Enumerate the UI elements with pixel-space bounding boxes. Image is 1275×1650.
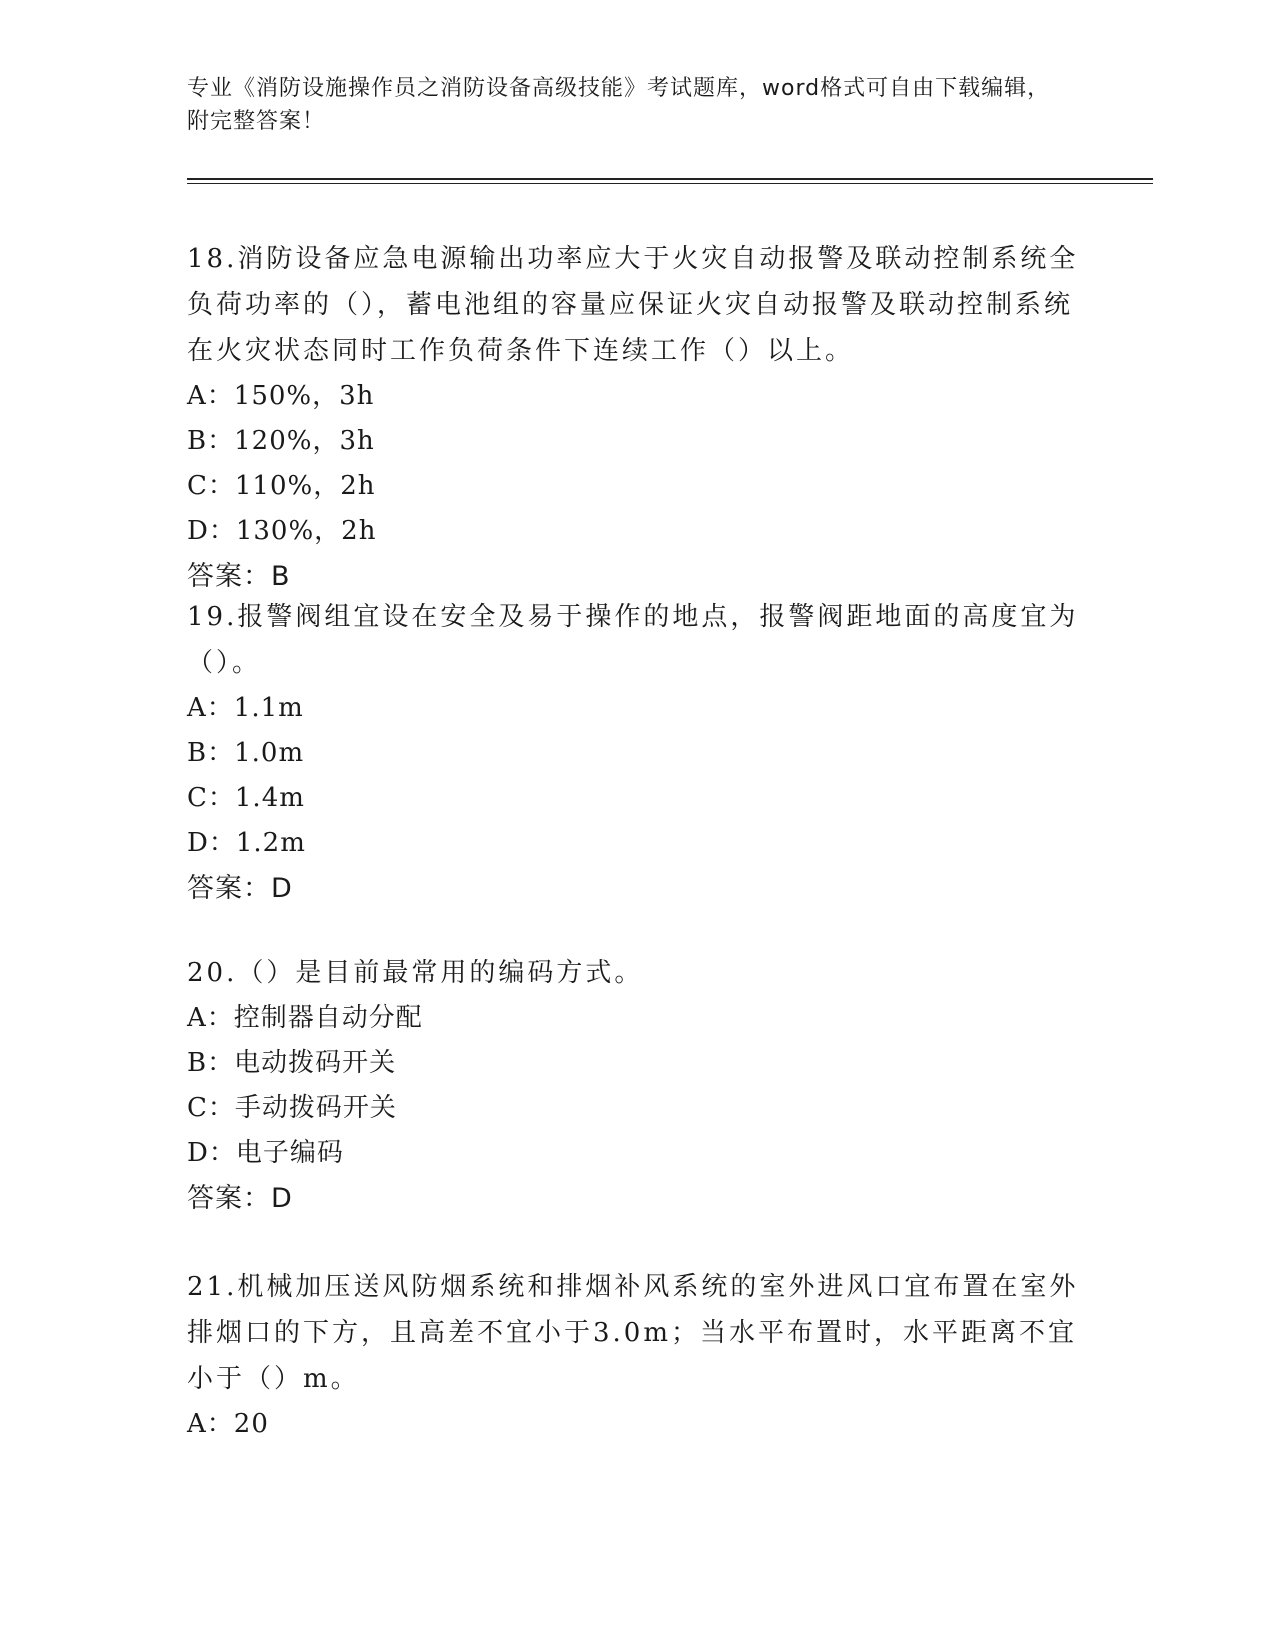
header-divider — [187, 178, 1153, 180]
header-divider-thin — [187, 183, 1153, 184]
question-stem: 18.消防设备应急电源输出功率应大于火灾自动报警及联动控制系统全负荷功率的（），蓄电池组的容量应保证火灾自动报警及联动控制系统在火灾状态同时工作负荷条件下连续工作（）以上。 — [187, 244, 1079, 366]
question-19 — [187, 594, 1087, 911]
answer: 答案：B — [187, 561, 291, 592]
question-18 — [187, 236, 1087, 599]
question-21 — [187, 1264, 1087, 1447]
option-c: C：1.4m — [187, 783, 305, 813]
question-20 — [187, 950, 1087, 1221]
option-b: B：电动拨码开关 — [187, 1048, 397, 1078]
question-stem: 21.机械加压送风防烟系统和排烟补风系统的室外进风口宜布置在室外排烟口的下方，且高差不宜小于3.0m；当水平布置时，水平距离不宜小于（）m。 — [187, 1272, 1079, 1394]
option-c: C：手动拨码开关 — [187, 1093, 397, 1123]
option-a: A：控制器自动分配 — [187, 1003, 423, 1033]
option-d: D：130%，2h — [187, 516, 377, 546]
answer: 答案：D — [187, 1183, 293, 1214]
answer: 答案：D — [187, 873, 293, 904]
option-c: C：110%，2h — [187, 471, 376, 501]
question-stem: 19.报警阀组宜设在安全及易于操作的地点，报警阀距地面的高度宜为（）。 — [187, 602, 1079, 678]
option-a: A：150%，3h — [187, 381, 375, 411]
option-b: B：1.0m — [187, 738, 305, 768]
option-a: A：1.1m — [187, 693, 304, 723]
question-stem: 20.（）是目前最常用的编码方式。 — [187, 958, 644, 988]
option-d: D：电子编码 — [187, 1138, 344, 1168]
option-d: D：1.2m — [187, 828, 306, 858]
option-a: A：20 — [187, 1409, 269, 1439]
document-header: 专业《消防设施操作员之消防设备高级技能》考试题库，word格式可自由下载编辑，附完整答案！ — [187, 76, 1051, 134]
option-b: B：120%，3h — [187, 426, 375, 456]
